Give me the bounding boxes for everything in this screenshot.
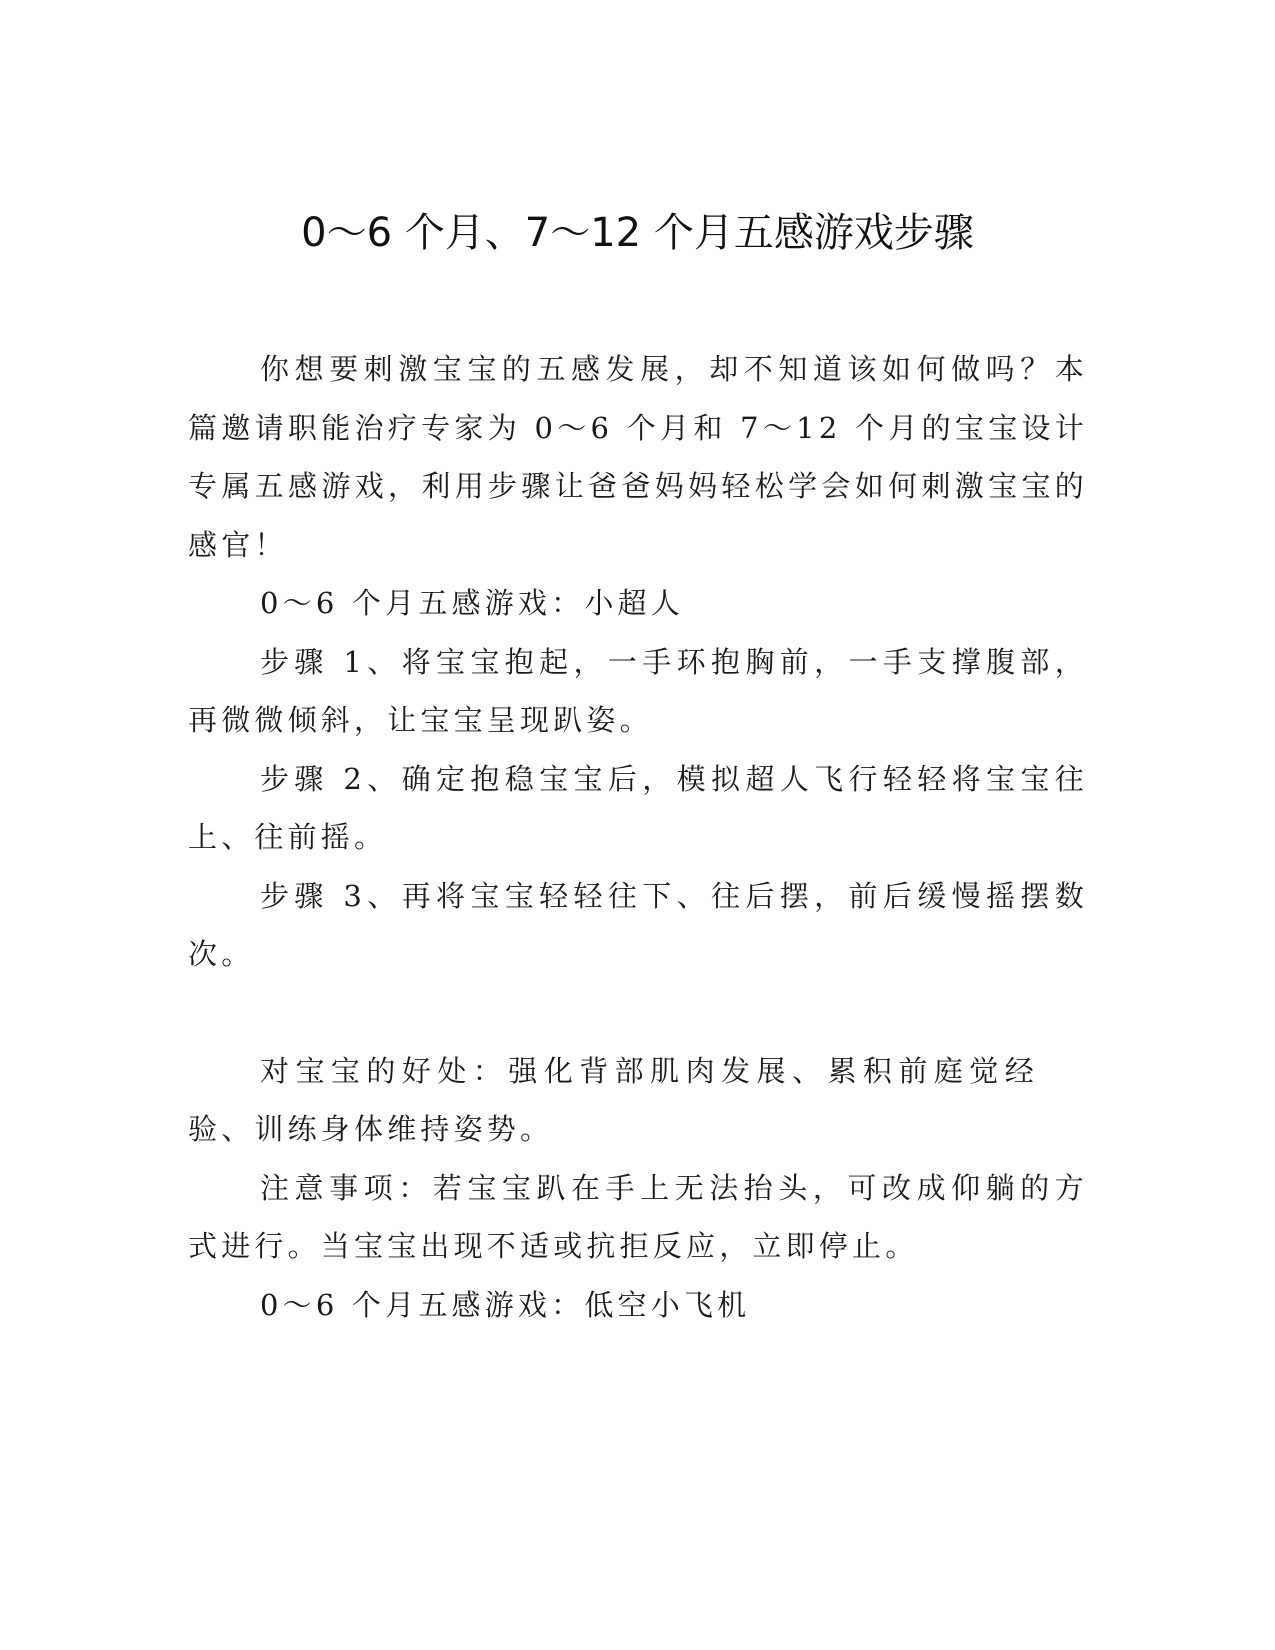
step-2-paragraph: 步骤 2、确定抱稳宝宝后，模拟超人飞行轻轻将宝宝往上、往前摇。 bbox=[188, 761, 1088, 854]
section-heading-airplane: 0～6 个月五感游戏：低空小飞机 bbox=[260, 1287, 751, 1322]
notes-paragraph: 注意事项：若宝宝趴在手上无法抬头，可改成仰躺的方式进行。当宝宝出现不适或抗拒反应，立即停止。 bbox=[188, 1170, 1088, 1263]
intro-paragraph: 你想要刺激宝宝的五感发展，却不知道该如何做吗？本篇邀请职能治疗专家为 0～6 个月和 7～12 个月的宝宝设计专属五感游戏，利用步骤让爸爸妈妈轻松学会如何刺激宝宝的感官！ bbox=[188, 352, 1088, 562]
step-1-paragraph: 步骤 1、将宝宝抱起，一手环抱胸前，一手支撑腹部，再微微倾斜，让宝宝呈现趴姿。 bbox=[188, 644, 1088, 737]
benefits-paragraph: 对宝宝的好处：强化背部肌肉发展、累积前庭觉经验、训练身体维持姿势。 bbox=[188, 1053, 1038, 1146]
step-3-paragraph: 步骤 3、再将宝宝轻轻往下、往后摆，前后缓慢摇摆数次。 bbox=[188, 878, 1088, 971]
document-body bbox=[188, 340, 1088, 1334]
section-heading-superman: 0～6 个月五感游戏：小超人 bbox=[260, 586, 684, 620]
paragraph-gap bbox=[188, 984, 1088, 1042]
document-title: 0～6 个月、7～12 个月五感游戏步骤 bbox=[301, 210, 974, 256]
